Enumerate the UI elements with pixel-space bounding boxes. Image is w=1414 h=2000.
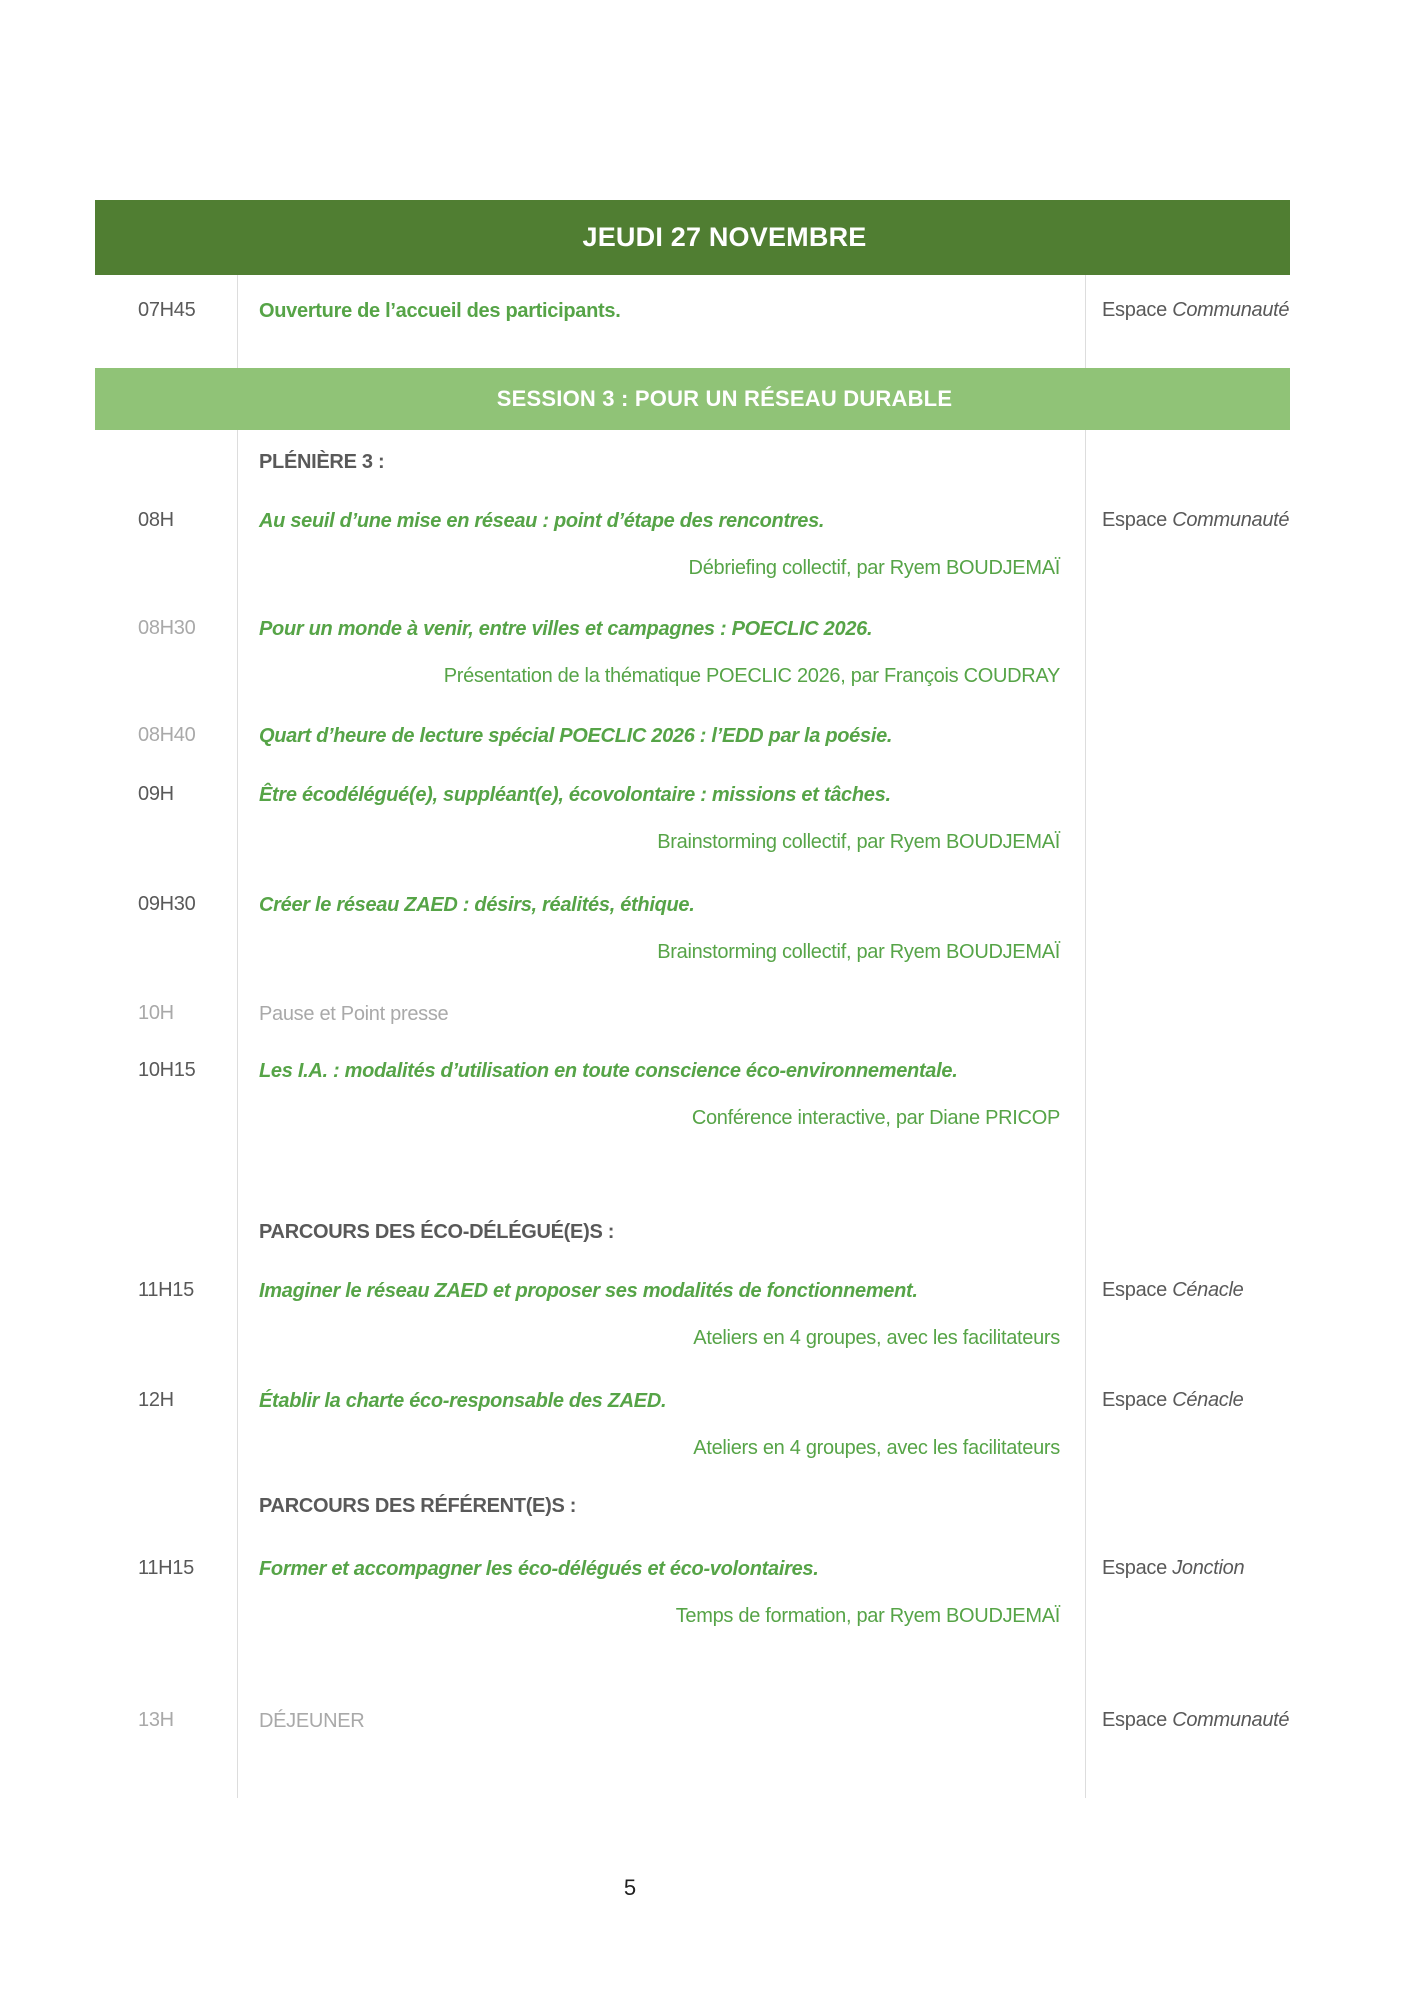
schedule-row [95, 985, 1290, 1042]
location-cell [1086, 876, 1290, 985]
location-cell [1086, 707, 1290, 766]
schedule-row [95, 1540, 1290, 1692]
schedule-row [95, 1205, 1290, 1262]
location-prefix: Espace [1102, 1279, 1167, 1301]
event-subtitle: Ateliers en 4 groupes, avec les facilitateurs [693, 1437, 1060, 1459]
content-cell [237, 766, 1086, 876]
event-title: Ouverture de l’accueil des participants. [259, 300, 621, 322]
event-title: Imaginer le réseau ZAED et proposer ses modalités de fonctionnement. [259, 1280, 918, 1302]
schedule-row [95, 600, 1290, 707]
event-subtitle: Brainstorming collectif, par Ryem BOUDJEMAÏ [657, 941, 1060, 963]
content-cell [237, 707, 1086, 766]
section-label: PARCOURS DES ÉCO-DÉLÉGUÉ(E)S : [259, 1221, 615, 1243]
location-cell [1086, 1042, 1290, 1205]
schedule-row [95, 1692, 1290, 1798]
event-title: Former et accompagner les éco-délégués et éco-volontaires. [259, 1558, 819, 1580]
time-cell: 13H [138, 1709, 174, 1731]
section-label: PLÉNIÈRE 3 : [259, 451, 385, 473]
event-title: Être écodélégué(e), suppléant(e), écovolontaire : missions et tâches. [259, 784, 891, 806]
time-cell [95, 1205, 237, 1262]
content-cell [237, 1262, 1086, 1372]
schedule-row [95, 492, 1290, 600]
location-prefix: Espace [1102, 509, 1167, 531]
time-cell: 08H40 [138, 724, 196, 746]
content-cell [237, 600, 1086, 707]
location-cell [1086, 985, 1290, 1042]
content-cell [237, 1692, 1086, 1798]
time-cell: 09H [138, 783, 174, 805]
content-cell [237, 275, 1086, 368]
content-cell [237, 1205, 1086, 1262]
event-subtitle: Présentation de la thématique POECLIC 2026, par François COUDRAY [443, 665, 1060, 687]
schedule-row [95, 1372, 1290, 1477]
location-prefix: Espace [1102, 1557, 1167, 1579]
location-cell [1086, 1540, 1290, 1692]
event-title: Quart d’heure de lecture spécial POECLIC 2026 : l’EDD par la poésie. [259, 725, 893, 747]
location-prefix: Espace [1102, 1389, 1167, 1411]
schedule-row [95, 1262, 1290, 1372]
day-header-bar [95, 200, 1290, 275]
event-subtitle: Brainstorming collectif, par Ryem BOUDJEMAÏ [657, 831, 1060, 853]
time-cell [95, 1477, 237, 1540]
location-prefix: Espace [1102, 299, 1167, 321]
schedule-row [95, 275, 1290, 368]
schedule-row [95, 707, 1290, 766]
event-subtitle: Temps de formation, par Ryem BOUDJEMAÏ [675, 1605, 1060, 1627]
location-name: Cénacle [1172, 1279, 1244, 1301]
day-header-title: JEUDI 27 NOVEMBRE [582, 222, 867, 252]
location-prefix: Espace [1102, 1709, 1167, 1731]
content-cell [237, 492, 1086, 600]
event-title: Établir la charte éco-responsable des ZAED. [259, 1390, 667, 1412]
time-cell: 11H15 [138, 1557, 194, 1579]
schedule-row [95, 1042, 1290, 1205]
time-cell: 12H [138, 1389, 174, 1411]
event-plain-text: DÉJEUNER [259, 1710, 365, 1732]
event-title: Les I.A. : modalités d’utilisation en toute conscience éco-environnementale. [259, 1060, 958, 1082]
location-cell [1086, 430, 1290, 492]
content-cell [237, 1372, 1086, 1477]
location-name: Jonction [1172, 1557, 1245, 1579]
time-cell: 09H30 [138, 893, 196, 915]
session-title: SESSION 3 : POUR UN RÉSEAU DURABLE [496, 386, 953, 411]
location-cell [1086, 1692, 1290, 1798]
content-cell [237, 1477, 1086, 1540]
location-cell [1086, 275, 1290, 368]
content-cell [237, 1042, 1086, 1205]
schedule-row [95, 876, 1290, 985]
section-label: PARCOURS DES RÉFÉRENT(E)S : [259, 1495, 577, 1517]
time-cell [95, 430, 237, 492]
time-cell: 08H30 [138, 617, 196, 639]
location-name: Communauté [1172, 509, 1290, 531]
location-cell [1086, 492, 1290, 600]
event-plain-text: Pause et Point presse [259, 1003, 449, 1025]
time-cell: 07H45 [138, 299, 196, 321]
event-title: Au seuil d’une mise en réseau : point d’étape des rencontres. [259, 510, 825, 532]
event-title: Pour un monde à venir, entre villes et campagnes : POECLIC 2026. [259, 618, 873, 640]
session-bar [95, 368, 1290, 430]
location-name: Communauté [1172, 1709, 1290, 1731]
page-number: 5 [623, 1875, 637, 1900]
time-cell: 10H [138, 1002, 174, 1024]
location-name: Cénacle [1172, 1389, 1244, 1411]
event-title: Créer le réseau ZAED : désirs, réalités, éthique. [259, 894, 695, 916]
location-cell [1086, 766, 1290, 876]
event-subtitle: Conférence interactive, par Diane PRICOP [691, 1107, 1060, 1129]
schedule-row [95, 430, 1290, 492]
schedule-row [95, 1477, 1290, 1540]
content-cell [237, 876, 1086, 985]
location-name: Communauté [1172, 299, 1290, 321]
time-cell: 11H15 [138, 1279, 194, 1301]
time-cell: 10H15 [138, 1059, 196, 1081]
event-subtitle: Ateliers en 4 groupes, avec les facilitateurs [693, 1327, 1060, 1349]
location-cell [1086, 1205, 1290, 1262]
location-cell [1086, 600, 1290, 707]
location-cell [1086, 1477, 1290, 1540]
content-cell [237, 1540, 1086, 1692]
time-cell: 08H [138, 509, 174, 531]
schedule-table [95, 200, 1290, 1798]
content-cell [237, 985, 1086, 1042]
content-cell [237, 430, 1086, 492]
location-cell [1086, 1372, 1290, 1477]
event-subtitle: Débriefing collectif, par Ryem BOUDJEMAÏ [688, 557, 1060, 579]
location-cell [1086, 1262, 1290, 1372]
schedule-row [95, 766, 1290, 876]
